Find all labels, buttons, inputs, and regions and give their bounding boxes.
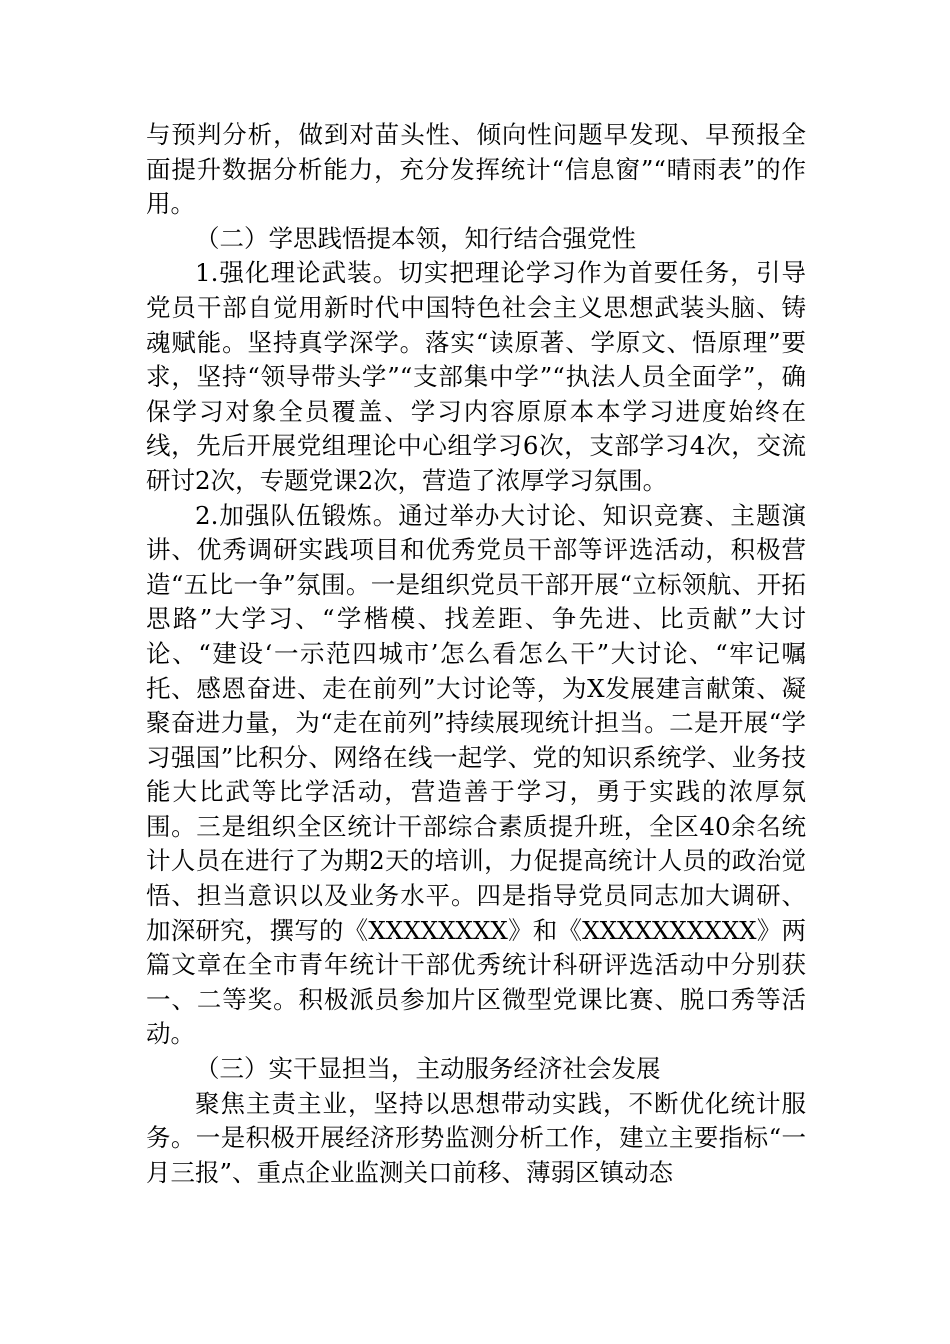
paragraph-team-training: 2.加强队伍锻炼。通过举办大讨论、知识竞赛、主题演讲、优秀调研实践项目和优秀党员干部等评选活动，积极营造“五比一争”氛围。一是组织党员干部开展“立标领航、开拓思路”大学习、“学楷模、找差距、争先进、比贡献”大讨论、“建设‘一示范四城市’怎么看怎么干”大讨论、“牢记嘱托、感恩奋进、走在前列”大讨论等，为X发展建言献策、凝聚奋进力量，为“走在前列”持续展现统计担当。二是开展“学习强国”比积分、网络在线一起学、党的知识系统学、业务技能大比武等比学活动，营造善于学习，勇于实践的浓厚氛围。三是组织全区统计干部综合素质提升班，全区40余名统计人员在进行了为期2天的培训，力促提高统计人员的政治觉悟、担当意识以及业务水平。四是指导党员同志加大调研、加深研究，撰写的《XXXXXXXX》和《XXXXXXXXXX》两篇文章在全市青年统计干部优秀统计科研评选活动中分别获一、二等奖。积极派员参加片区微型党课比赛、脱口秀等活动。 <box>146 500 806 1049</box>
paragraph-theory-study: 1.强化理论武装。切实把理论学习作为首要任务，引导党员干部自觉用新时代中国特色社会主义思想武装头脑、铸魂赋能。坚持真学深学。落实“读原著、学原文、悟原理”要求，坚持“领导带头学”“支部集中学”“执法人员全面学”，确保学习对象全员覆盖、学习内容原原本本学习进度始终在线，先后开展党组理论中心组学习6次，支部学习4次，交流研讨2次，专题党课2次，营造了浓厚学习氛围。 <box>146 258 806 495</box>
document-body <box>146 118 806 1190</box>
section-heading-3: （三）实干显担当，主动服务经济社会发展 <box>195 1054 661 1084</box>
paragraph-data-analysis-continuation: 与预判分析，做到对苗头性、倾向性问题早发现、早预报全面提升数据分析能力，充分发挥统计“信息窗”“晴雨表”的作用。 <box>146 120 806 219</box>
section-heading-2: （二）学思践悟提本领，知行结合强党性 <box>195 223 636 253</box>
paragraph-service-economy: 聚焦主责主业，坚持以思想带动实践，不断优化统计服务。一是积极开展经济形势监测分析工作，建立主要指标“一月三报”、重点企业监测关口前移、薄弱区镇动态 <box>146 1088 806 1187</box>
